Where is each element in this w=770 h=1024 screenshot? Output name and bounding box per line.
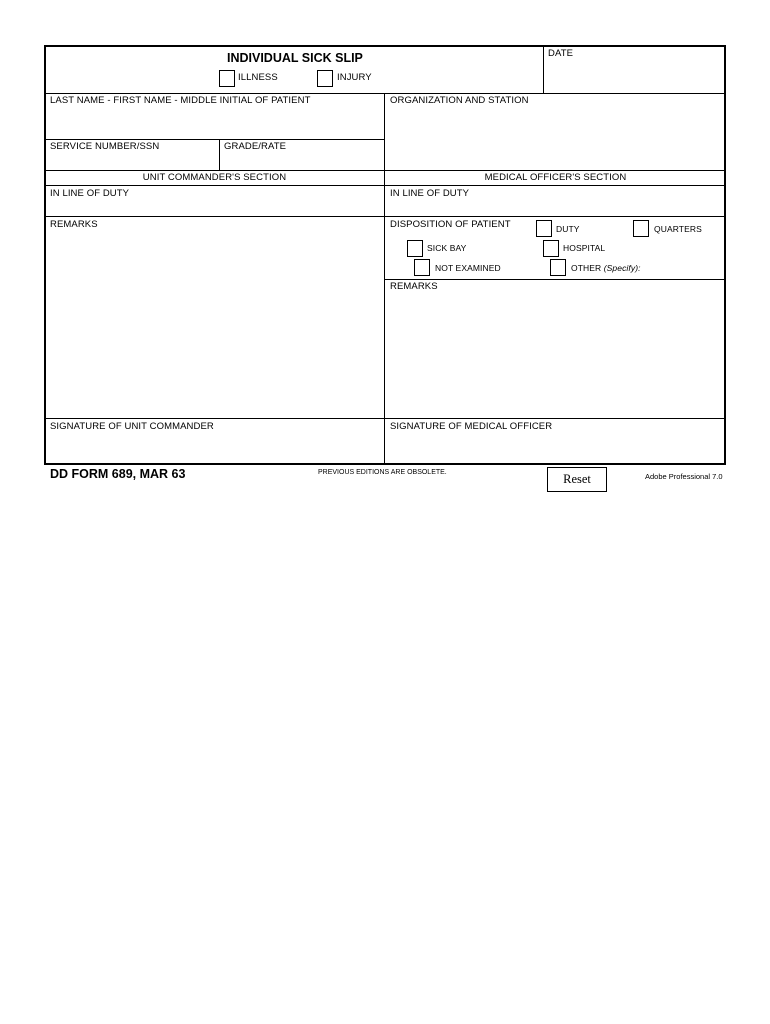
grade-label: GRADE/RATE	[224, 141, 287, 152]
organization-field[interactable]	[387, 108, 723, 168]
other-specify-field[interactable]	[642, 260, 722, 276]
mo-remarks-label: REMARKS	[390, 281, 438, 292]
injury-checkbox[interactable]	[317, 70, 333, 87]
quarters-checkbox[interactable]	[633, 220, 649, 237]
mo-signature-label: SIGNATURE OF MEDICAL OFFICER	[390, 421, 553, 432]
software-note: Adobe Professional 7.0	[645, 472, 723, 481]
disposition-label: DISPOSITION OF PATIENT	[390, 219, 511, 230]
injury-label: INJURY	[337, 72, 372, 83]
not-examined-label: NOT EXAMINED	[435, 263, 501, 273]
divider-date	[543, 45, 544, 94]
other-label	[571, 263, 641, 274]
patient-name-field[interactable]	[47, 108, 381, 137]
mo-remarks-field[interactable]	[387, 294, 723, 416]
divider-disposition	[384, 279, 726, 280]
uc-remarks-label: REMARKS	[50, 219, 98, 230]
duty-label: DUTY	[556, 224, 580, 234]
illness-label: ILLNESS	[238, 72, 278, 83]
form-id: DD FORM 689, MAR 63	[50, 467, 186, 481]
uc-remarks-field[interactable]	[47, 232, 381, 416]
service-number-label: SERVICE NUMBER/SSN	[50, 141, 160, 152]
quarters-label: QUARTERS	[654, 224, 702, 234]
divider-signature	[44, 418, 726, 419]
not-examined-checkbox[interactable]	[414, 259, 430, 276]
form-title: INDIVIDUAL SICK SLIP	[227, 51, 363, 65]
uc-line-of-duty-label: IN LINE OF DUTY	[50, 188, 130, 199]
mo-line-of-duty-field[interactable]	[387, 200, 723, 215]
reset-button[interactable]: Reset	[547, 467, 607, 492]
date-field[interactable]	[546, 60, 722, 90]
divider-service-grade	[219, 139, 220, 170]
date-label: DATE	[548, 48, 574, 59]
illness-checkbox[interactable]	[219, 70, 235, 87]
divider-line-of-duty	[44, 216, 726, 217]
uc-signature-label: SIGNATURE OF UNIT COMMANDER	[50, 421, 214, 432]
unit-commander-section-title: UNIT COMMANDER'S SECTION	[142, 172, 287, 183]
other-checkbox[interactable]	[550, 259, 566, 276]
organization-label: ORGANIZATION AND STATION	[390, 95, 529, 106]
hospital-checkbox[interactable]	[543, 240, 559, 257]
other-text: OTHER	[571, 263, 602, 273]
patient-name-label: LAST NAME - FIRST NAME - MIDDLE INITIAL OF PATIENT	[50, 95, 311, 106]
hospital-label: HOSPITAL	[563, 243, 606, 253]
divider-section-heading	[44, 185, 726, 186]
duty-checkbox[interactable]	[536, 220, 552, 237]
uc-signature-field[interactable]	[47, 434, 381, 463]
medical-officer-section-title: MEDICAL OFFICER'S SECTION	[484, 172, 627, 183]
mo-line-of-duty-label: IN LINE OF DUTY	[390, 188, 470, 199]
sick-bay-label: SICK BAY	[427, 243, 467, 253]
mo-signature-field[interactable]	[387, 434, 723, 463]
uc-line-of-duty-field[interactable]	[47, 200, 381, 215]
grade-field[interactable]	[222, 153, 382, 169]
sick-bay-checkbox[interactable]	[407, 240, 423, 257]
service-number-field[interactable]	[47, 153, 217, 169]
divider-header	[44, 93, 726, 94]
divider-name-service	[44, 139, 385, 140]
other-specify-text: (Specify):	[603, 263, 641, 273]
divider-section-top	[44, 170, 726, 171]
editions-note: PREVIOUS EDITIONS ARE OBSOLETE.	[318, 469, 447, 476]
